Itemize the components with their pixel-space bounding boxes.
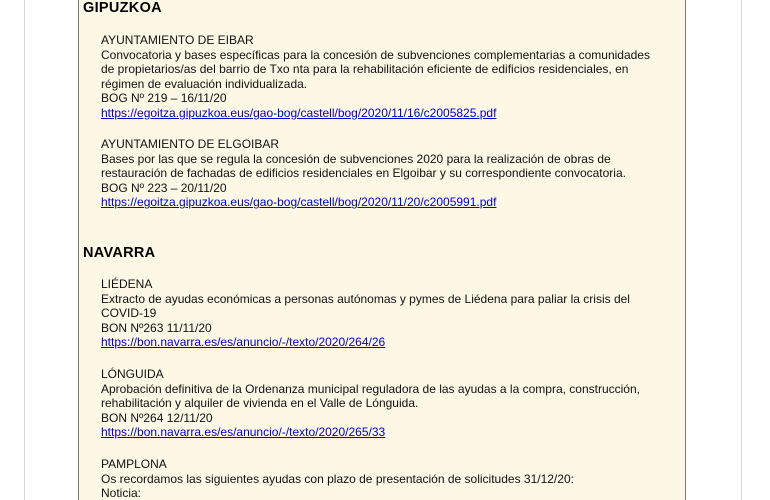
region-title-navarra: NAVARRA <box>83 245 156 261</box>
description-line: rehabilitación y alquiler de vivienda en el Valle de Lónguida. <box>101 396 419 411</box>
entry-pamplona <box>101 457 671 500</box>
bulletin-reference: BOG Nº 219 – 16/11/20 <box>101 91 227 106</box>
bulletin-reference: BON Nº264 12/11/20 <box>101 410 213 425</box>
bulletin-link[interactable]: https://egoitza.gipuzkoa.eus/gao-bog/castell/bog/2020/11/20/c2005991.pdf <box>101 195 497 210</box>
description-line: COVID-19 <box>101 306 157 321</box>
description-line: Noticia: <box>101 486 142 500</box>
entity-name: LIÉDENA <box>101 277 153 291</box>
entity-name: AYUNTAMIENTO DE EIBAR <box>101 33 254 47</box>
bulletin-reference: BOG Nº 223 – 20/11/20 <box>101 180 227 195</box>
entry-longuida <box>101 367 671 440</box>
entry-eibar <box>101 33 671 121</box>
region-title-gipuzkoa: GIPUZKOA <box>83 0 162 16</box>
bulletin-link[interactable]: https://egoitza.gipuzkoa.eus/gao-bog/castell/bog/2020/11/16/c2005825.pdf <box>101 105 497 120</box>
entity-name: PAMPLONA <box>101 457 167 471</box>
entity-name: AYUNTAMIENTO DE ELGOIBAR <box>101 137 280 151</box>
content-panel <box>78 0 686 500</box>
description-line: restauración de fachadas de edificios residenciales en Elgoibar y su correspondiente convocatoria. <box>101 166 626 181</box>
description-line: de propietarios/as del barrio de Txo nta para la rehabilitación eficiente de edificios residenciales, en <box>101 62 629 77</box>
entry-elgoibar <box>101 137 671 210</box>
description-line: Extracto de ayudas económicas a personas autónomas y pymes de Liédena para paliar la crisis del <box>101 291 630 306</box>
description-line: Aprobación definitiva de la Ordenanza municipal reguladora de las ayudas a la compra, construcción, <box>101 381 640 396</box>
description-line: Os recordamos las siguientes ayudas con plazo de presentación de solicitudes 31/12/20: <box>101 471 574 486</box>
description-line: Bases por las que se regula la concesión de subvenciones 2020 para la realización de obras de <box>101 151 611 166</box>
description-line: Convocatoria y bases específicas para la concesión de subvenciones complementarias a comunidades <box>101 47 650 62</box>
bulletin-reference: BON Nº263 11/11/20 <box>101 320 212 335</box>
entry-liedena <box>101 277 671 350</box>
entity-name: LÓNGUIDA <box>101 367 164 381</box>
bulletin-link[interactable]: https://bon.navarra.es/es/anuncio/-/texto/2020/264/26 <box>101 335 386 350</box>
description-line: régimen de evaluación individualizada. <box>101 76 308 91</box>
bulletin-link[interactable]: https://bon.navarra.es/es/anuncio/-/texto/2020/265/33 <box>101 425 386 440</box>
